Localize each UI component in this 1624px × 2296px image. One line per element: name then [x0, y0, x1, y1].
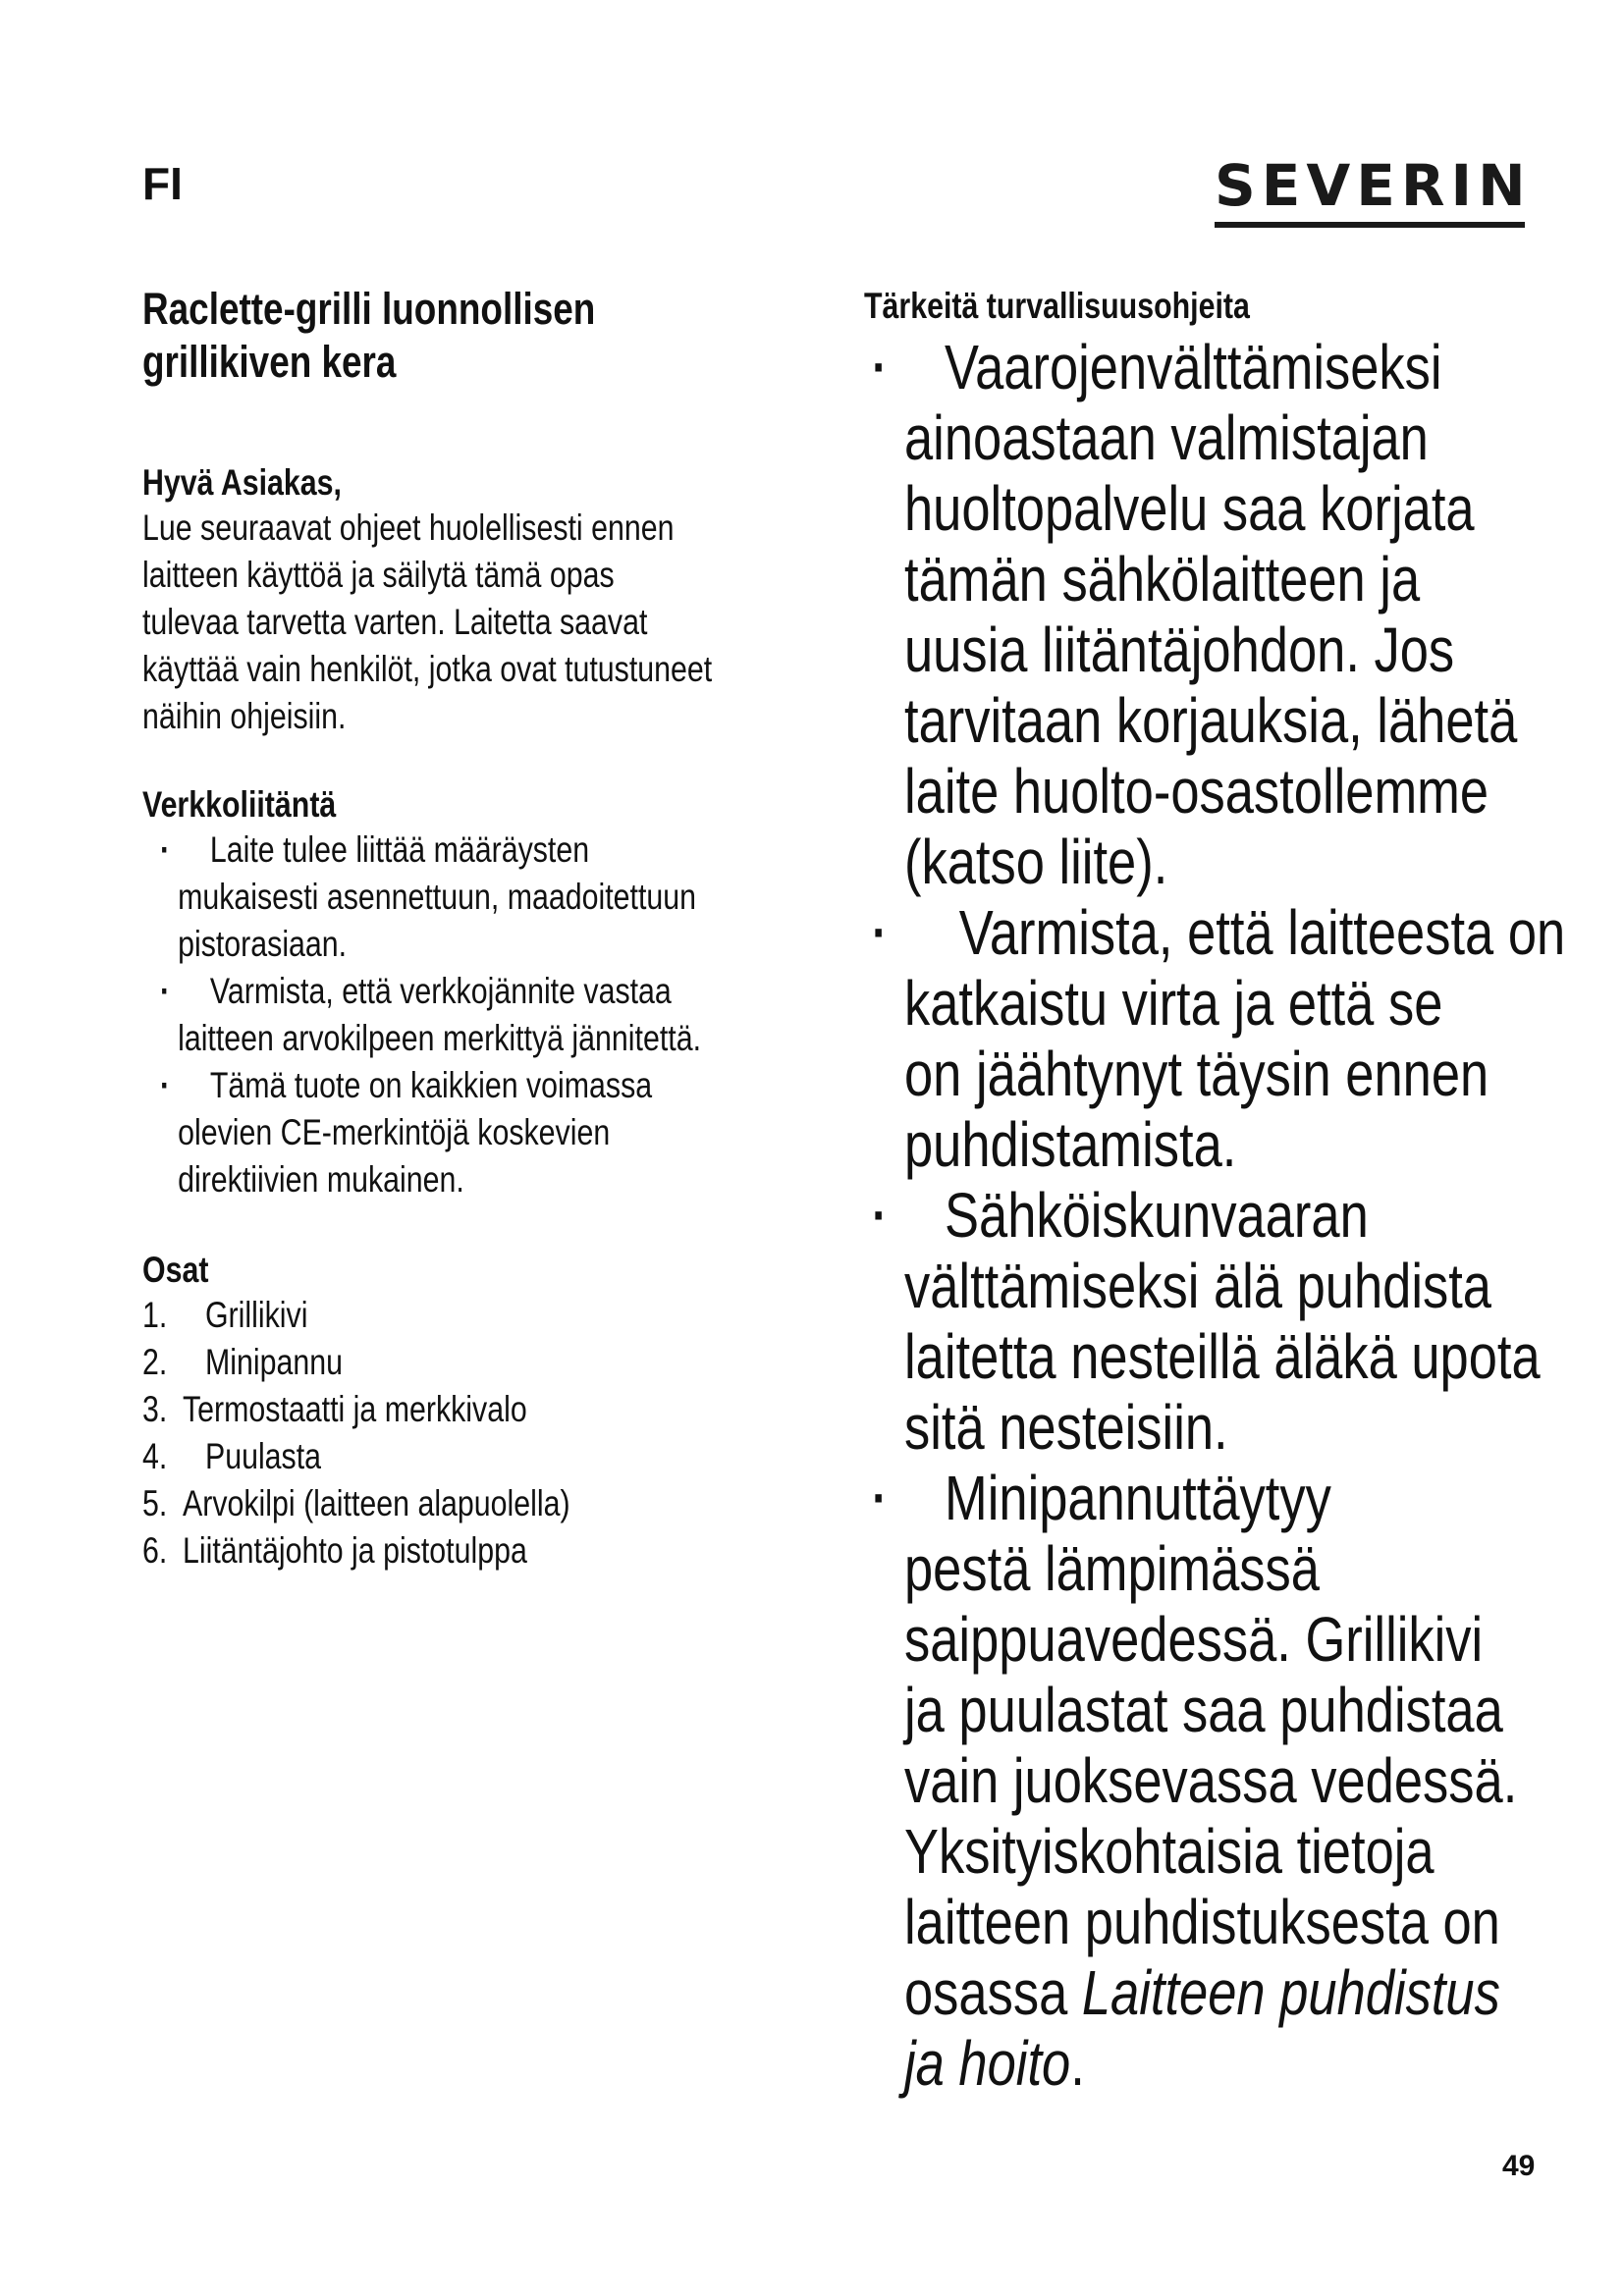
- parts-list-item: [142, 1480, 690, 1527]
- greeting-heading: Hyvä Asiakas,: [142, 462, 342, 503]
- brand-name: SEVERIN: [1215, 152, 1532, 219]
- right-column-content: [864, 285, 1566, 2099]
- safety-line: sitä nesteisiin.: [904, 1392, 1228, 1463]
- intro-line: Lue seuraavat ohjeet huolellisesti ennen: [142, 507, 675, 548]
- part-name: Termostaatti ja merkkivalo: [183, 1389, 527, 1429]
- document-title: [142, 283, 690, 389]
- safety-line: välttämiseksi älä puhdista: [904, 1251, 1491, 1321]
- reference-section-title: Laitteen puhdistus: [1081, 1957, 1500, 2028]
- safety-line: tämän sähkölaitteen ja: [904, 544, 1421, 614]
- safety-line: tarvitaan korjauksia, lähetä: [904, 685, 1518, 756]
- safety-line: laitteen puhdistuksesta on: [904, 1887, 1500, 1957]
- safety-line: ainoastaan valmistajan: [904, 402, 1429, 473]
- bullet-line: olevien CE-merkintöjä koskevien: [178, 1112, 611, 1152]
- parts-list-item: [142, 1433, 690, 1480]
- right-column: [864, 285, 1610, 2099]
- safety-line: laite huolto-osastollemme: [904, 756, 1489, 827]
- safety-line: Sähköiskunvaaran: [945, 1180, 1369, 1251]
- part-name: Arvokilpi (laitteen alapuolella): [183, 1483, 570, 1523]
- severin-logo: [1215, 152, 1532, 228]
- part-name: Minipannu: [204, 1342, 343, 1382]
- safety-bullet: [864, 332, 1518, 897]
- bullet-dot: ·: [872, 1467, 888, 1528]
- parts-list-item: [142, 1292, 690, 1339]
- safety-line: (katso liite).: [904, 827, 1168, 897]
- parts-list: [142, 1292, 690, 1575]
- part-number: 6.: [142, 1530, 168, 1571]
- left-column-content: [142, 283, 713, 1575]
- part-number: 3.: [142, 1389, 168, 1429]
- safety-line: Minipannuttäytyy: [945, 1463, 1331, 1533]
- part-number: 1.: [142, 1295, 168, 1335]
- bullet-dot: ·: [160, 1065, 171, 1105]
- reference-prefix: osassa: [904, 1957, 1082, 2028]
- safety-line: vain juoksevassa vedessä.: [904, 1745, 1518, 1816]
- safety-bullet: [864, 897, 1566, 1180]
- part-name: Grillikivi: [204, 1295, 308, 1335]
- language-code: FI: [142, 158, 183, 209]
- safety-bullet: [864, 1463, 1518, 2099]
- bullet-line: Varmista, että verkkojännite vastaa: [209, 971, 672, 1011]
- safety-line: katkaistu virta ja että se: [904, 968, 1443, 1039]
- logo-underline: [1215, 222, 1525, 228]
- bullet-dot: ·: [160, 971, 171, 1011]
- safety-line: on jäähtynyt täysin ennen: [904, 1039, 1489, 1109]
- safety-line: uusia liitäntäjohdon. Jos: [904, 614, 1455, 685]
- intro-line: laitteen käyttöä ja säilytä tämä opas: [142, 555, 615, 595]
- intro-line: käyttää vain henkilöt, jotka ovat tutustuneet: [142, 649, 713, 689]
- safety-line: [864, 1957, 1500, 2028]
- safety-line: Yksityiskohtaisia tietoja: [904, 1816, 1435, 1887]
- part-number: 4.: [142, 1436, 168, 1476]
- safety-line: pestä lämpimässä: [904, 1533, 1320, 1604]
- parts-heading: Osat: [142, 1250, 209, 1290]
- connection-bullets: [142, 827, 702, 1203]
- title-line: grillikiven kera: [142, 337, 397, 387]
- parts-list-item: [142, 1386, 690, 1433]
- left-column: [142, 283, 810, 1575]
- intro-line: tulevaa tarvetta varten. Laitetta saavat: [142, 602, 648, 642]
- bullet-dot: ·: [872, 336, 888, 398]
- safety-line: puhdistamista.: [904, 1109, 1237, 1180]
- reference-section-title: ja hoito: [904, 2028, 1071, 2099]
- bullet-item: [142, 827, 696, 968]
- intro-paragraph: [142, 505, 713, 740]
- safety-heading: Tärkeitä turvallisuusohjeita: [864, 286, 1250, 326]
- bullet-line: direktiivien mukainen.: [178, 1159, 464, 1200]
- bullet-dot: ·: [872, 901, 888, 963]
- part-number: 2.: [142, 1342, 168, 1382]
- bullet-line: pistorasiaan.: [178, 924, 348, 964]
- bullet-item: [142, 1062, 690, 1203]
- safety-line: laitetta nesteillä äläkä upota: [904, 1321, 1541, 1392]
- intro-line: näihin ohjeisiin.: [142, 696, 347, 736]
- bullet-line: Tämä tuote on kaikkien voimassa: [209, 1065, 653, 1105]
- parts-list-item: [142, 1527, 690, 1575]
- part-name: Liitäntäjohto ja pistotulppa: [183, 1530, 527, 1571]
- bullet-item: [142, 968, 702, 1062]
- safety-bullet: [864, 1180, 1541, 1463]
- connection-heading: Verkkoliitäntä: [142, 784, 337, 825]
- safety-line: huoltopalvelu saa korjata: [904, 473, 1475, 544]
- safety-line: [864, 2028, 1476, 2099]
- bullet-dot: ·: [872, 1184, 888, 1246]
- safety-line: saippuavedessä. Grillikivi: [904, 1604, 1484, 1675]
- part-name: Puulasta: [204, 1436, 322, 1476]
- reference-suffix: .: [1070, 2028, 1085, 2099]
- part-number: 5.: [142, 1483, 168, 1523]
- page-number: 49: [1502, 2150, 1536, 2182]
- safety-line: ja puulastat saa puhdistaa: [904, 1675, 1503, 1745]
- title-line: Raclette-grilli luonnollisen: [142, 284, 596, 334]
- safety-line: Varmista, että laitteesta on: [958, 897, 1566, 968]
- parts-list-item: [142, 1339, 690, 1386]
- bullet-line: Laite tulee liittää määräysten: [209, 829, 590, 870]
- bullet-line: mukaisesti asennettuun, maadoitettuun: [178, 877, 696, 917]
- bullet-dot: ·: [160, 829, 171, 870]
- bullet-line: laitteen arvokilpeen merkittyä jännitettä.: [178, 1018, 702, 1058]
- safety-line: Vaarojenvälttämiseksi: [945, 332, 1442, 402]
